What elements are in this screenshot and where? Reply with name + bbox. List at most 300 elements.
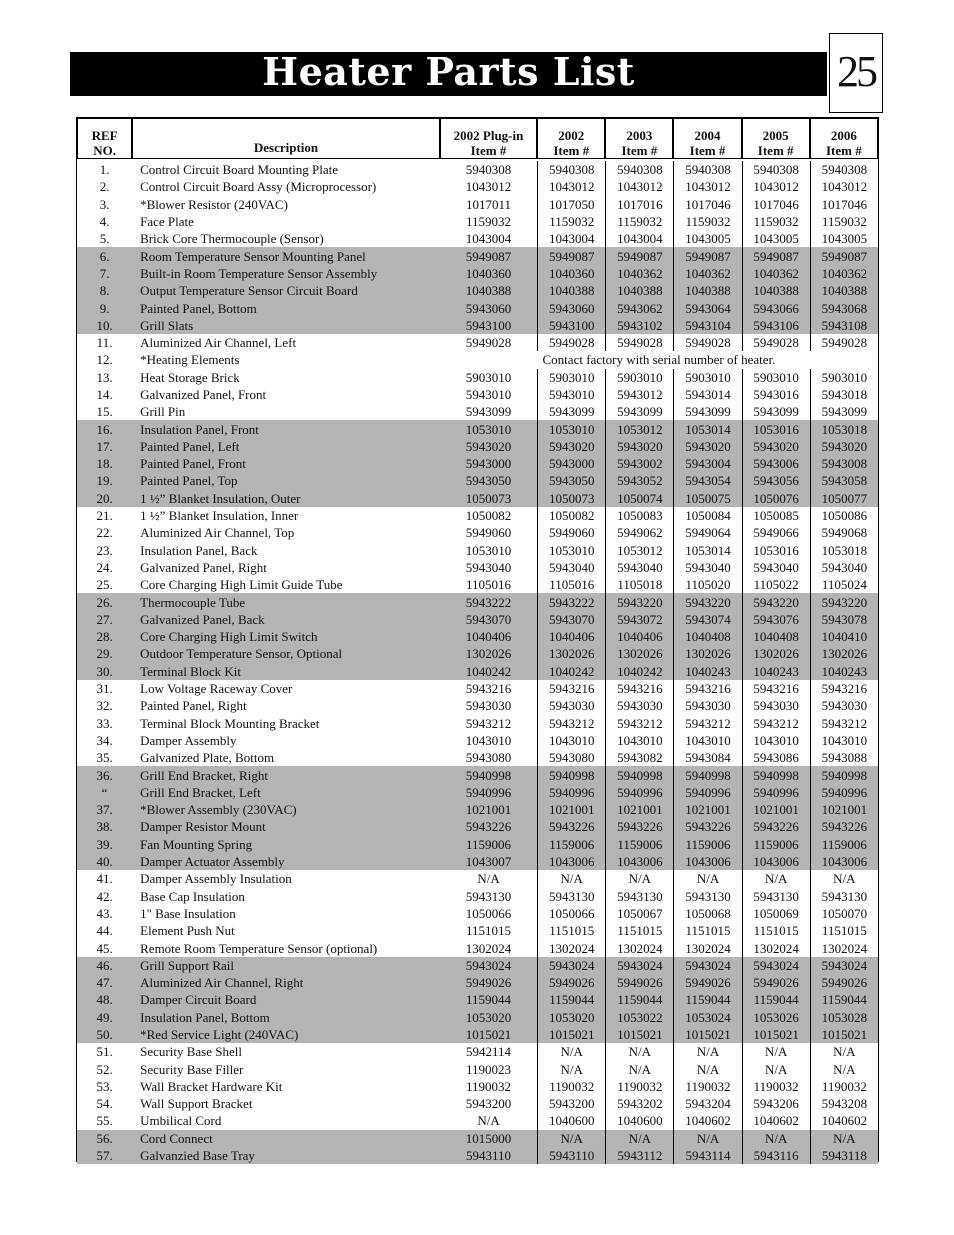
part-description: Aluminized Air Channel, Top	[140, 525, 295, 541]
item-number: 5943052	[605, 472, 673, 489]
part-description: Terminal Block Mounting Bracket	[140, 715, 320, 731]
item-number: 1050073	[537, 490, 605, 507]
item-number: 1053018	[810, 420, 878, 437]
item-number: 5943130	[537, 887, 605, 904]
part-description: *Heating Elements	[140, 352, 240, 368]
item-number: 5943006	[742, 455, 810, 472]
item-number: 5943100	[440, 317, 537, 334]
item-number: 1053014	[673, 420, 741, 437]
item-number: 1053012	[605, 420, 673, 437]
item-number: N/A	[742, 1043, 810, 1060]
part-description: Built-in Room Temperature Sensor Assembly	[132, 265, 440, 282]
ref-number: 15.	[96, 404, 113, 420]
item-number: 1050067	[605, 905, 673, 922]
part-description: *Blower Assembly (230VAC)	[132, 801, 440, 818]
item-number: 1050070	[810, 905, 878, 922]
ref-number: 14.	[96, 387, 113, 402]
item-number: N/A	[537, 1130, 605, 1147]
item-number: 5949066	[742, 524, 810, 541]
item-number: 5943040	[605, 559, 673, 576]
table-row	[77, 645, 878, 662]
item-number: 1159032	[605, 213, 673, 230]
item-number: 5943040	[673, 559, 741, 576]
item-number: 5943010	[465, 387, 512, 402]
item-number: 5943220	[742, 593, 810, 610]
table-row	[77, 576, 878, 593]
table-row	[77, 455, 878, 472]
ref-number: 21.	[96, 508, 113, 524]
item-number: 5943030	[742, 697, 810, 714]
item-number: 5903010	[537, 369, 605, 386]
header-model-2002-plug-in	[440, 118, 537, 159]
item-number: 5943056	[742, 472, 810, 489]
table-row	[77, 490, 878, 507]
table-row	[77, 974, 878, 991]
item-number: 5943060	[537, 299, 605, 316]
table-row	[77, 213, 878, 230]
table-row	[77, 472, 878, 489]
part-description: Face Plate	[140, 214, 194, 230]
item-number: 5949062	[605, 524, 673, 541]
item-number: 1040408	[742, 628, 810, 645]
item-number: 5949026	[673, 974, 741, 991]
item-number: 1043012	[605, 178, 673, 195]
item-number: N/A	[810, 870, 878, 887]
header-ref-line1: REF	[91, 128, 118, 143]
item-number: 5943040	[537, 559, 605, 576]
item-number: 1053020	[440, 1009, 537, 1026]
part-description: Insulation Panel, Front	[132, 420, 440, 437]
ref-number: 3.	[99, 196, 110, 212]
ref-number: 34.	[96, 732, 113, 748]
item-number: 1043006	[673, 853, 741, 870]
item-number: 5943118	[810, 1147, 878, 1164]
item-number: 5943110	[440, 1147, 537, 1164]
item-number: 5943082	[605, 749, 673, 766]
item-number: 1159032	[673, 213, 741, 230]
item-number: 1053024	[673, 1009, 741, 1026]
item-number: 1015021	[810, 1026, 878, 1043]
item-number: 5943070	[537, 611, 605, 628]
table-row	[77, 161, 878, 178]
table-row	[77, 628, 878, 645]
item-number: 5949028	[605, 334, 673, 351]
item-number: 5940996	[810, 784, 878, 801]
part-description: Grill Support Rail	[132, 957, 440, 974]
item-number: 1050076	[742, 490, 810, 507]
part-description: Painted Panel, Front	[132, 455, 440, 472]
item-number: 1043005	[742, 230, 810, 247]
item-number: 5943216	[810, 680, 878, 697]
table-row	[77, 265, 878, 282]
item-number: 1040243	[810, 663, 878, 680]
item-number: 1043005	[673, 230, 741, 247]
part-description: Galvanized Panel, Front	[140, 387, 267, 402]
item-number: 5943099	[537, 403, 605, 420]
part-description: 1" Base Insulation	[140, 905, 236, 921]
ref-number: 48.	[77, 991, 132, 1008]
item-number: 1043012	[537, 178, 605, 195]
item-number: 5943040	[465, 559, 512, 575]
item-number: 1050085	[742, 507, 810, 524]
ref-number: 36.	[77, 766, 132, 783]
item-number: 5943212	[673, 715, 741, 732]
item-number: 1050075	[673, 490, 741, 507]
item-number: N/A	[477, 1113, 500, 1129]
ref-number: “	[77, 784, 132, 801]
header-model-2003	[605, 118, 673, 159]
ref-number: 28.	[77, 628, 132, 645]
item-number: 5949060	[465, 525, 512, 541]
item-number: 1302024	[673, 939, 741, 956]
table-row	[77, 178, 878, 195]
page-number-box	[829, 33, 883, 113]
ref-number: 56.	[77, 1130, 132, 1147]
item-number: 1040362	[742, 265, 810, 282]
part-description: Cord Connect	[132, 1130, 440, 1147]
item-number: 5949028	[537, 334, 605, 351]
table-header	[77, 118, 878, 161]
table-row	[77, 559, 878, 576]
ref-number: 40.	[77, 853, 132, 870]
header-ref-line2: NO.	[93, 143, 116, 158]
item-number: 1021001	[810, 801, 878, 818]
part-description: Heat Storage Brick	[140, 369, 240, 385]
item-number: N/A	[537, 1043, 605, 1060]
item-number: 1050084	[673, 507, 741, 524]
table-row	[77, 870, 878, 887]
item-number: 5943226	[605, 818, 673, 835]
ref-number: 11.	[96, 335, 113, 351]
ref-number: 46.	[77, 957, 132, 974]
item-number: 1050068	[673, 905, 741, 922]
item-number: 5943030	[810, 697, 878, 714]
table-row	[77, 542, 878, 559]
item-number: 1050066	[465, 905, 512, 921]
item-number: 5949087	[440, 247, 537, 264]
item-number: 1043012	[742, 178, 810, 195]
item-number: 5943004	[673, 455, 741, 472]
table-row	[77, 887, 878, 904]
item-number: 1043010	[810, 732, 878, 749]
item-number: 5940998	[605, 766, 673, 783]
item-number: 5903010	[810, 369, 878, 386]
item-number: 1159044	[605, 991, 673, 1008]
item-number: 5943030	[465, 698, 512, 714]
item-number: 1190032	[673, 1078, 741, 1095]
part-description: Low Voltage Raceway Cover	[140, 681, 293, 697]
ref-number: 42.	[96, 888, 113, 904]
item-number: 5949064	[673, 524, 741, 541]
table-row	[77, 1078, 878, 1095]
part-description: Insulation Panel, Back	[140, 542, 258, 558]
item-number: 1190032	[742, 1078, 810, 1095]
table-row	[77, 317, 878, 334]
item-number: 5943068	[810, 299, 878, 316]
part-description: Grill Pin	[140, 404, 186, 420]
item-number: 5943062	[605, 299, 673, 316]
ref-number: 39.	[77, 836, 132, 853]
item-number: 5940996	[742, 784, 810, 801]
item-number: 5943066	[742, 299, 810, 316]
item-number: N/A	[742, 1130, 810, 1147]
item-number: 5943050	[440, 472, 537, 489]
ref-number: 57.	[77, 1147, 132, 1164]
item-number: 1015021	[673, 1026, 741, 1043]
item-number: 1043010	[742, 732, 810, 749]
item-number: 5949026	[537, 974, 605, 991]
ref-number: 29.	[77, 645, 132, 662]
item-number: 5943130	[742, 887, 810, 904]
item-number: 5940996	[605, 784, 673, 801]
item-number: 5943072	[605, 611, 673, 628]
table-row	[77, 420, 878, 437]
item-number: 1053012	[605, 542, 673, 559]
item-number: 1040388	[537, 282, 605, 299]
table-row	[77, 922, 878, 939]
item-number: 5943060	[440, 299, 537, 316]
item-number: 5943100	[537, 317, 605, 334]
item-number: 1040406	[605, 628, 673, 645]
title-bar	[70, 49, 827, 96]
table-row	[77, 299, 878, 316]
table-row	[77, 766, 878, 783]
item-number: 1040388	[673, 282, 741, 299]
item-number: 1040362	[605, 265, 673, 282]
item-number: 1105024	[810, 576, 878, 593]
item-number: 5949026	[742, 974, 810, 991]
item-number: 5943000	[440, 455, 537, 472]
part-description: Thermocouple Tube	[132, 593, 440, 610]
ref-number: 16.	[77, 420, 132, 437]
item-number: 1040243	[742, 663, 810, 680]
ref-number: 20.	[77, 490, 132, 507]
item-number: 1017046	[673, 196, 741, 213]
item-number: 1043010	[465, 732, 512, 748]
item-number: 5943130	[605, 887, 673, 904]
table-row	[77, 749, 878, 766]
item-number: 1040602	[742, 1112, 810, 1129]
table-row	[77, 715, 878, 732]
ref-number: 1.	[99, 162, 110, 178]
item-number: 1159032	[465, 214, 512, 230]
table-row	[77, 334, 878, 351]
item-number: 5943064	[673, 299, 741, 316]
table-row	[77, 1147, 878, 1164]
item-number: N/A	[477, 871, 500, 887]
ref-number: 52.	[96, 1061, 113, 1077]
item-number: 5943086	[742, 749, 810, 766]
item-number: 1043004	[465, 231, 512, 247]
item-number: 5949026	[440, 974, 537, 991]
item-number: 1040406	[440, 628, 537, 645]
ref-number: 31.	[96, 681, 113, 697]
part-description: Control Circuit Board Mounting Plate	[140, 162, 339, 178]
item-number: 5943024	[537, 957, 605, 974]
item-number: 1040242	[605, 663, 673, 680]
table-row	[77, 818, 878, 835]
item-number: 5943212	[605, 715, 673, 732]
part-description: Galvanized Plate, Bottom	[140, 750, 275, 766]
item-number: 1159032	[742, 213, 810, 230]
item-number: 5943020	[537, 438, 605, 455]
item-number: 1159006	[673, 836, 741, 853]
item-number: 1043012	[465, 179, 512, 195]
table-row	[77, 680, 878, 697]
part-description: Painted Panel, Top	[132, 472, 440, 489]
part-description: Galvanized Panel, Right	[140, 559, 267, 575]
item-number: 1050086	[810, 507, 878, 524]
header-description: Description	[132, 118, 440, 159]
item-number: 1050069	[742, 905, 810, 922]
item-number: 5943226	[810, 818, 878, 835]
table-row	[77, 282, 878, 299]
part-description: Damper Resistor Mount	[132, 818, 440, 835]
item-number: 5943200	[537, 1095, 605, 1112]
table-row	[77, 663, 878, 680]
item-number: 5943016	[742, 386, 810, 403]
item-number: N/A	[537, 870, 605, 887]
item-number: 1159044	[440, 991, 537, 1008]
item-number: 5943104	[673, 317, 741, 334]
item-number: 1053016	[742, 420, 810, 437]
item-number: 5943216	[742, 680, 810, 697]
item-number: 5940998	[440, 766, 537, 783]
item-number: 5943020	[810, 438, 878, 455]
item-number: 1302026	[673, 645, 741, 662]
item-number: N/A	[742, 870, 810, 887]
table-row	[77, 1095, 878, 1112]
header-model-label: 2005	[762, 128, 789, 143]
table-row	[77, 957, 878, 974]
item-number: 1105016	[465, 577, 512, 593]
item-number: 1040602	[673, 1112, 741, 1129]
item-number: 5943226	[537, 818, 605, 835]
item-number: 5943099	[810, 403, 878, 420]
parts-table	[77, 118, 878, 1164]
table-row	[77, 196, 878, 213]
part-description: Outdoor Temperature Sensor, Optional	[132, 645, 440, 662]
item-number: 1043007	[440, 853, 537, 870]
item-number: 1302026	[605, 645, 673, 662]
part-description: Insulation Panel, Bottom	[132, 1009, 440, 1026]
part-description: Terminal Block Kit	[132, 663, 440, 680]
item-number: 1021001	[537, 801, 605, 818]
row-note: Contact factory with serial number of heater.	[542, 352, 776, 368]
item-number: 1151015	[605, 922, 673, 939]
item-number: 5949026	[605, 974, 673, 991]
item-number: 1105022	[742, 576, 810, 593]
item-number: 5943008	[810, 455, 878, 472]
item-number: 5943024	[810, 957, 878, 974]
part-description: Damper Circuit Board	[132, 991, 440, 1008]
item-number: 5903010	[465, 369, 512, 385]
item-number: 1190032	[537, 1078, 605, 1095]
item-number: 1015021	[742, 1026, 810, 1043]
item-number: 1040600	[537, 1112, 605, 1129]
item-number: 5943212	[742, 715, 810, 732]
item-number: 1040406	[537, 628, 605, 645]
item-number: N/A	[742, 1060, 810, 1077]
part-description: *Red Service Light (240VAC)	[132, 1026, 440, 1043]
ref-number: 12.	[96, 352, 113, 368]
item-number: 1043004	[537, 230, 605, 247]
item-number: 1021001	[605, 801, 673, 818]
item-number: 5943074	[673, 611, 741, 628]
item-number: 5943220	[605, 593, 673, 610]
ref-number: 53.	[96, 1078, 113, 1094]
item-number: 5943030	[673, 697, 741, 714]
item-number: 5943014	[673, 386, 741, 403]
item-number: 5943112	[605, 1147, 673, 1164]
item-number: 5940998	[810, 766, 878, 783]
item-number: 5903010	[742, 369, 810, 386]
item-number: 5943130	[673, 887, 741, 904]
item-number: 1159044	[742, 991, 810, 1008]
item-number: 1159044	[673, 991, 741, 1008]
item-number: 5943212	[465, 715, 512, 731]
item-number: N/A	[673, 1043, 741, 1060]
table-body	[77, 161, 878, 1164]
ref-number: 10.	[77, 317, 132, 334]
item-number: 1040600	[605, 1112, 673, 1129]
part-description: Umbilical Cord	[140, 1113, 222, 1129]
item-number: 1105016	[537, 576, 605, 593]
part-description: Painted Panel, Right	[140, 698, 247, 714]
item-number: 1043006	[742, 853, 810, 870]
item-number: 5943212	[537, 715, 605, 732]
item-number: 1015021	[440, 1026, 537, 1043]
part-description: Painted Panel, Left	[132, 438, 440, 455]
part-description: Security Base Shell	[140, 1044, 242, 1060]
item-number: 1040362	[810, 265, 878, 282]
item-number: 5943208	[810, 1095, 878, 1112]
item-number: 1302024	[537, 939, 605, 956]
item-number: 5949087	[673, 247, 741, 264]
ref-number: 6.	[77, 247, 132, 264]
item-number: 5943099	[673, 403, 741, 420]
item-number: 1040360	[537, 265, 605, 282]
header-model-label: 2004	[694, 128, 721, 143]
item-number: 5943058	[810, 472, 878, 489]
item-number: 5943020	[742, 438, 810, 455]
item-number: 1050082	[537, 507, 605, 524]
table-row	[77, 611, 878, 628]
item-number: 5943226	[673, 818, 741, 835]
item-number: 5943216	[605, 680, 673, 697]
part-description: 1 ½” Blanket Insulation, Inner	[140, 508, 299, 524]
ref-number: 55.	[96, 1113, 113, 1129]
item-number: 5943222	[440, 593, 537, 610]
item-number: 1053018	[810, 542, 878, 559]
table-row	[77, 853, 878, 870]
item-number: 5940308	[810, 161, 878, 178]
table-row	[77, 1043, 878, 1060]
ref-number: 38.	[77, 818, 132, 835]
item-number: 1017011	[465, 196, 512, 212]
item-number: 5943202	[605, 1095, 673, 1112]
item-number: 5943088	[810, 749, 878, 766]
item-number: 1040388	[605, 282, 673, 299]
ref-number: 17.	[77, 438, 132, 455]
table-row	[77, 939, 878, 956]
item-number: 5943099	[605, 403, 673, 420]
item-number: 1040388	[440, 282, 537, 299]
item-number: 5943024	[605, 957, 673, 974]
item-number: 5943220	[673, 593, 741, 610]
item-number: 1021001	[673, 801, 741, 818]
part-description: Room Temperature Sensor Mounting Panel	[132, 247, 440, 264]
